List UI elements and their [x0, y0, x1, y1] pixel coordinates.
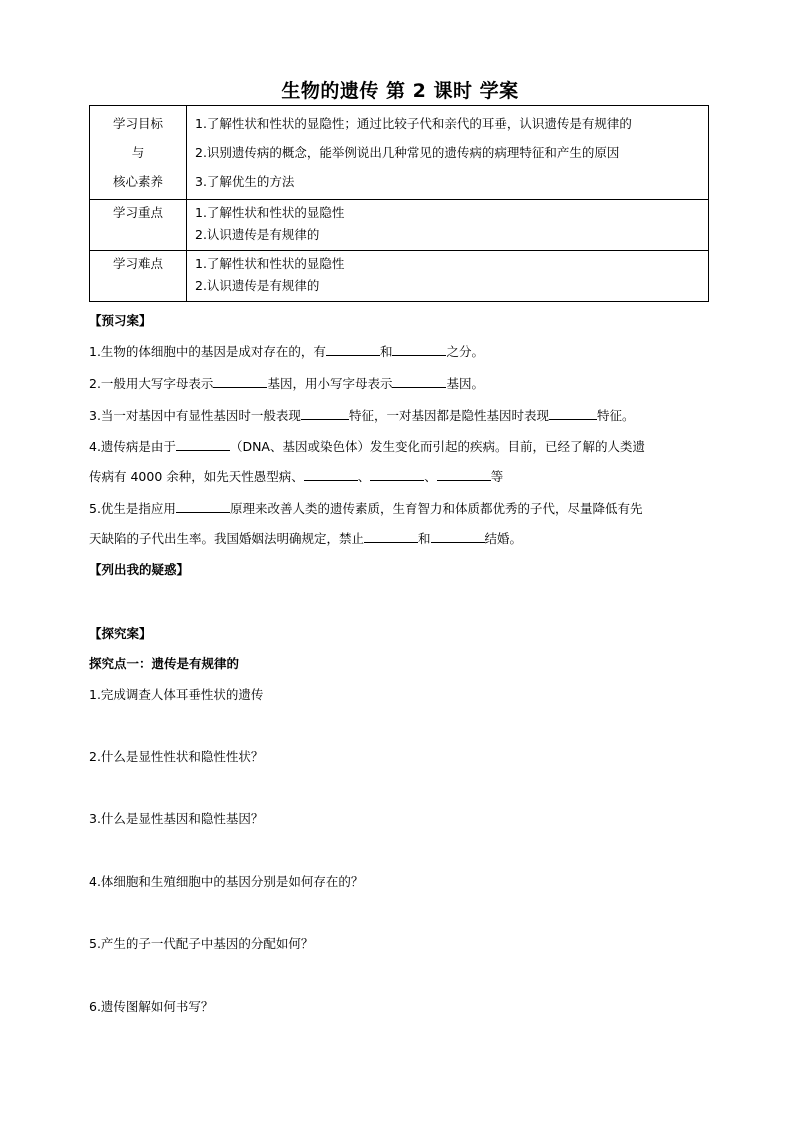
- table-row-key-points: [90, 200, 709, 251]
- goals-label-line: 与: [131, 145, 145, 160]
- fill-blank[interactable]: [437, 467, 491, 481]
- page-title: 生物的遗传 第 2 课时 学案: [281, 80, 519, 102]
- table-row-goals: [90, 106, 709, 200]
- explore-heading: 【探究案】: [89, 626, 152, 641]
- q4-text-f: 等: [490, 469, 504, 484]
- fill-blank[interactable]: [301, 406, 349, 420]
- difficulty-item: 2.认识遗传是有规律的: [195, 278, 320, 293]
- goal-item: 1.了解性状和性状的显隐性；通过比较子代和亲代的耳垂，认识遗传是有规律的: [195, 116, 632, 131]
- q1-text-b: 和: [379, 344, 393, 359]
- fill-blank[interactable]: [431, 529, 485, 543]
- explore-question: 6.遗传图解如何书写？: [89, 999, 214, 1014]
- q1-text-a: 1.生物的体细胞中的基因是成对存在的，有: [89, 344, 326, 359]
- q5-text-a: 5.优生是指应用: [89, 501, 176, 516]
- fill-blank[interactable]: [392, 342, 446, 356]
- preview-question-2: [89, 374, 709, 392]
- q2-text-b: 基因，用小写字母表示: [267, 376, 393, 391]
- q4-text-a: 4.遗传病是由于: [89, 439, 176, 454]
- goals-label-line: 学习目标: [112, 116, 163, 131]
- q3-text-c: 特征。: [596, 408, 635, 423]
- learning-goals-table: [89, 105, 709, 302]
- q2-text-c: 基因。: [446, 376, 484, 391]
- preview-question-5-line-1: [89, 499, 709, 517]
- fill-blank[interactable]: [176, 437, 230, 451]
- q5-text-d: 和: [418, 531, 431, 546]
- q4-text-d: 、: [357, 469, 371, 484]
- preview-question-3: [89, 406, 709, 424]
- key-point-item: 2.认识遗传是有规律的: [195, 227, 320, 242]
- preview-question-5-line-2: [89, 529, 709, 547]
- difficulties-label: 学习难点: [112, 256, 163, 271]
- explore-question: 1.完成调查人体耳垂性状的遗传: [89, 687, 264, 702]
- preview-question-1: [89, 342, 709, 360]
- table-row-difficulties: [90, 251, 709, 302]
- fill-blank[interactable]: [392, 374, 446, 388]
- goal-item: 3.了解优生的方法: [195, 174, 295, 189]
- q2-text-a: 2.一般用大写字母表示: [89, 376, 214, 391]
- difficulty-item: 1.了解性状和性状的显隐性: [195, 256, 345, 271]
- difficulties-content-cell: [187, 251, 709, 302]
- preview-heading: 【预习案】: [89, 313, 152, 328]
- q5-text-e: 结婚。: [484, 531, 523, 546]
- q3-text-b: 特征，一对基因都是隐性基因时表现: [348, 408, 549, 423]
- explore-question: 2.什么是显性性状和隐性性状？: [89, 749, 264, 764]
- preview-question-4-line-2: [89, 467, 709, 485]
- key-point-item: 1.了解性状和性状的显隐性: [195, 205, 345, 220]
- goal-item: 2.识别遗传病的概念，能举例说出几种常见的遗传病的病理特征和产生的原因: [195, 145, 620, 160]
- fill-blank[interactable]: [326, 342, 380, 356]
- fill-blank[interactable]: [364, 529, 418, 543]
- q5-text-b: 原理来改善人类的遗传素质，生育智力和体质都优秀的子代，尽量降低有先: [229, 501, 643, 516]
- difficulties-label-cell: [90, 251, 187, 302]
- goals-label-cell: [90, 106, 187, 200]
- fill-blank[interactable]: [370, 467, 424, 481]
- q4-text-e: 、: [424, 469, 437, 484]
- fill-blank[interactable]: [213, 374, 267, 388]
- doubts-heading: 【列出我的疑惑】: [89, 562, 190, 577]
- preview-question-4-line-1: [89, 437, 709, 455]
- q4-text-b: （DNA、基因或染色体）发生变化而引起的疾病。目前，已经了解的人类遗: [229, 439, 645, 454]
- key-points-label-cell: [90, 200, 187, 251]
- q3-text-a: 3.当一对基因中有显性基因时一般表现: [89, 408, 301, 423]
- q4-text-c: 传病有 4000 余种，如先天性愚型病、: [89, 469, 304, 484]
- fill-blank[interactable]: [549, 406, 597, 420]
- fill-blank[interactable]: [304, 467, 358, 481]
- key-points-content-cell: [187, 200, 709, 251]
- q1-text-c: 之分。: [446, 344, 484, 359]
- fill-blank[interactable]: [176, 499, 230, 513]
- goals-content-cell: [187, 106, 709, 200]
- key-points-label: 学习重点: [112, 205, 163, 220]
- q5-text-c: 天缺陷的子代出生率。我国婚姻法明确规定，禁止: [89, 531, 365, 546]
- explore-question: 4.体细胞和生殖细胞中的基因分别是如何存在的？: [89, 874, 364, 889]
- explore-question: 3.什么是显性基因和隐性基因？: [89, 811, 264, 826]
- explore-question: 5.产生的子一代配子中基因的分配如何？: [89, 936, 314, 951]
- goals-label-line: 核心素养: [112, 174, 163, 189]
- explore-point-1: 探究点一：遗传是有规律的: [89, 656, 240, 671]
